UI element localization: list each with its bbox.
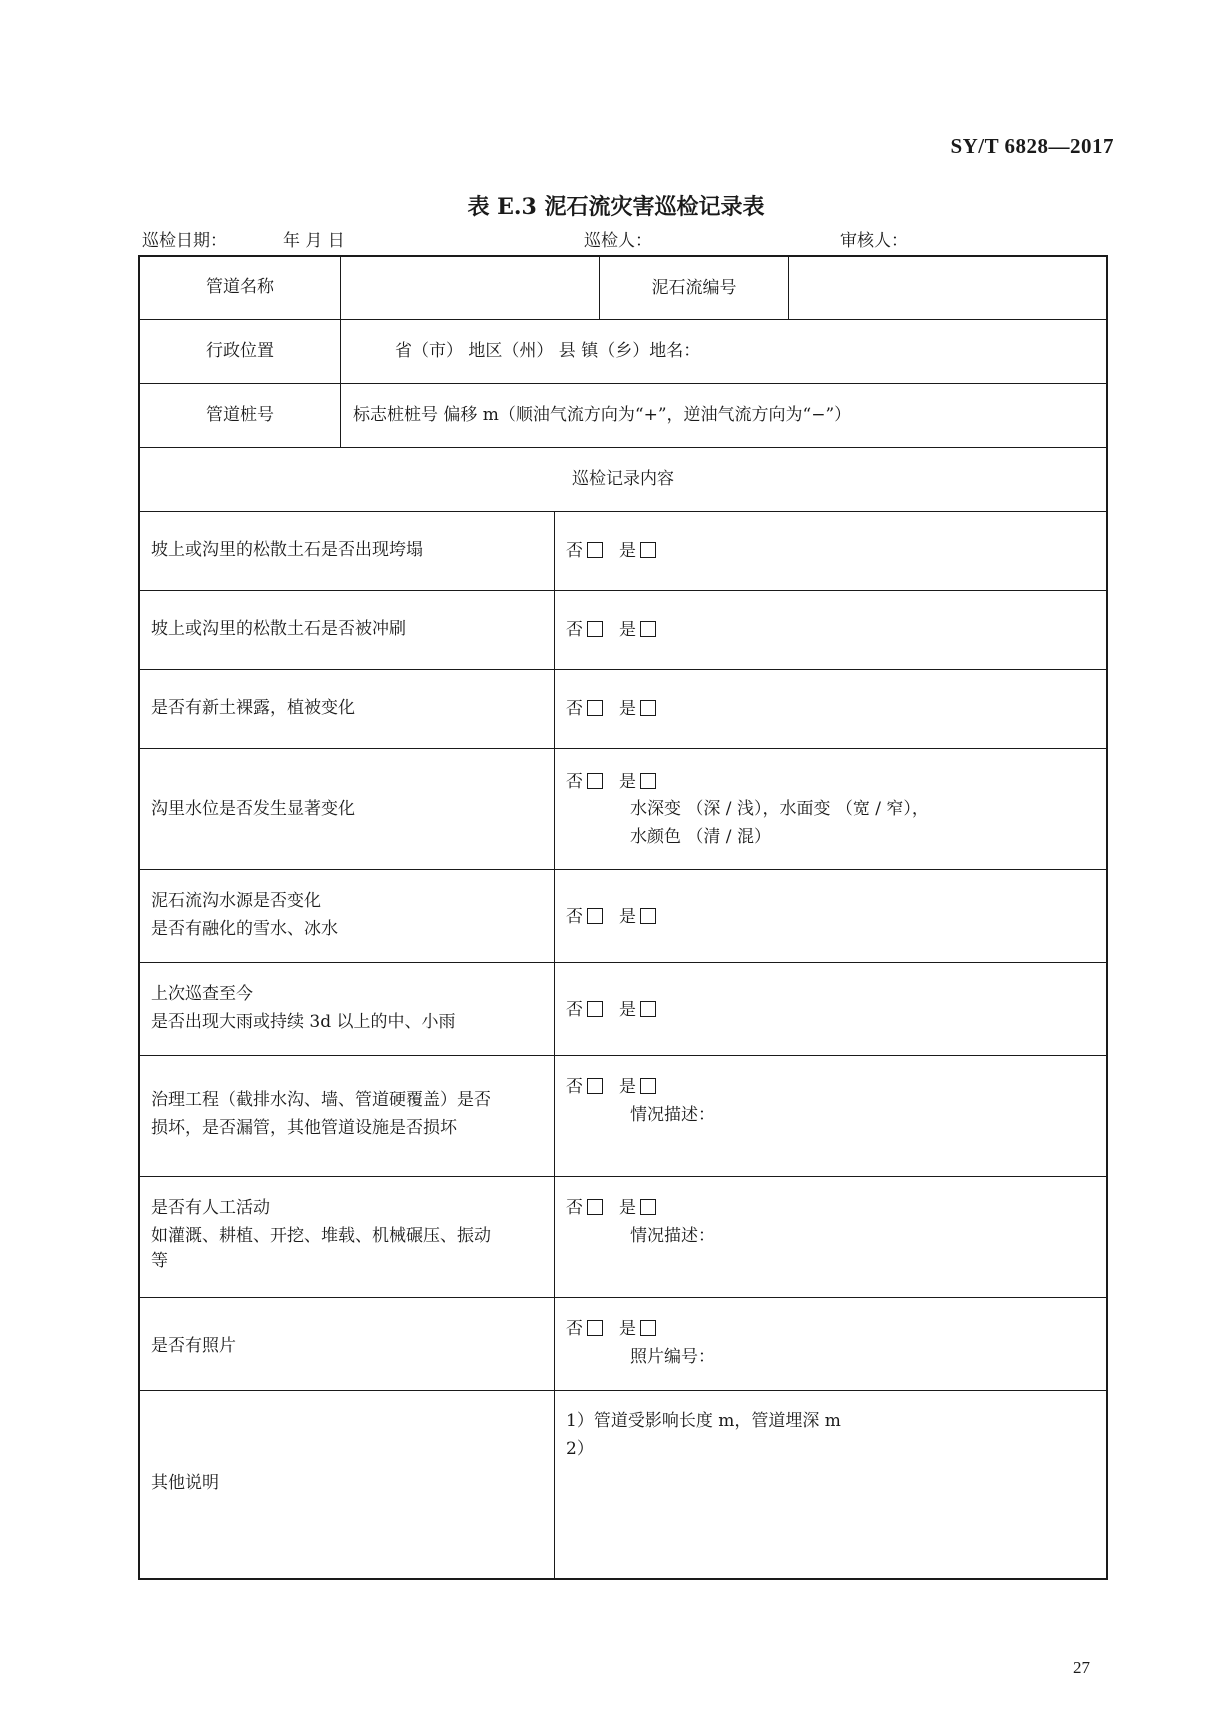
question-text: 是否有人工活动 [151, 1198, 270, 1218]
situation-description-label: 情况描述： [630, 1105, 715, 1125]
no-option-label: 否 [566, 907, 583, 927]
answer-options [566, 616, 672, 644]
yes-option-label: 是 [619, 1198, 636, 1218]
question-text: 是否有新土裸露，植被变化 [151, 698, 355, 718]
no-checkbox[interactable] [587, 773, 603, 789]
yes-checkbox[interactable] [640, 621, 656, 637]
no-option-label: 否 [566, 1000, 583, 1020]
question-text: 坡上或沟里的松散土石是否出现垮塌 [151, 540, 423, 560]
other-notes-line-2: 2） [566, 1439, 594, 1459]
inspector-label: 巡检人： [584, 231, 652, 251]
inspection-date-fields: 年 月 日 [283, 231, 345, 251]
question-text: 沟里水位是否发生显著变化 [151, 799, 355, 819]
no-option-label: 否 [566, 699, 583, 719]
row-divider [140, 1390, 1106, 1391]
debris-flow-number-label: 泥石流编号 [651, 278, 737, 298]
inspection-form-table [138, 255, 1108, 1580]
yes-checkbox[interactable] [640, 542, 656, 558]
no-checkbox[interactable] [587, 542, 603, 558]
water-depth-surface-detail: 水深变 （深 / 浅），水面变 （宽 / 窄）， [630, 799, 929, 819]
yes-option-label: 是 [619, 1319, 636, 1339]
question-text: 泥石流沟水源是否变化 [151, 891, 321, 911]
answer-options [566, 1073, 672, 1101]
question-text: 是否出现大雨或持续 3d 以上的中、小雨 [151, 1012, 456, 1032]
column-divider [554, 511, 555, 1580]
row-divider [140, 590, 1106, 591]
yes-option-label: 是 [619, 1000, 636, 1020]
debris-flow-number-field[interactable] [794, 261, 1100, 315]
yes-option-label: 是 [619, 541, 636, 561]
answer-options [566, 537, 672, 565]
answer-options [566, 903, 672, 931]
no-checkbox[interactable] [587, 621, 603, 637]
section-title: 巡检记录内容 [572, 469, 674, 489]
other-notes-label: 其他说明 [151, 1473, 219, 1493]
affected-length-burial-depth-line: 1）管道受影响长度 m，管道埋深 m [566, 1411, 841, 1431]
pile-number-label: 管道桩号 [206, 405, 274, 425]
page-number: 27 [1073, 1658, 1090, 1677]
row-divider [140, 383, 1106, 384]
no-checkbox[interactable] [587, 700, 603, 716]
inspection-date-label: 巡检日期： [142, 231, 227, 251]
row-divider [140, 319, 1106, 320]
no-checkbox[interactable] [587, 1199, 603, 1215]
no-option-label: 否 [566, 1198, 583, 1218]
yes-option-label: 是 [619, 772, 636, 792]
question-text: 等 [151, 1251, 168, 1271]
row-divider [140, 1297, 1106, 1298]
question-text: 上次巡查至今 [151, 984, 253, 1004]
answer-options [566, 1194, 672, 1222]
yes-checkbox[interactable] [640, 1199, 656, 1215]
situation-description-label: 情况描述： [630, 1226, 715, 1246]
no-option-label: 否 [566, 620, 583, 640]
yes-checkbox[interactable] [640, 1001, 656, 1017]
row-divider [140, 962, 1106, 963]
standard-code: SY/T 6828—2017 [950, 134, 1114, 158]
admin-location-value: 省（市） 地区（州） 县 镇（乡）地名： [395, 341, 701, 361]
table-title: 表 E.3 泥石流灾害巡检记录表 [467, 194, 765, 220]
yes-option-label: 是 [619, 1077, 636, 1097]
no-option-label: 否 [566, 772, 583, 792]
answer-options [566, 695, 672, 723]
yes-option-label: 是 [619, 620, 636, 640]
question-text: 如灌溉、耕植、开挖、堆载、机械碾压、振动 [151, 1226, 491, 1246]
yes-checkbox[interactable] [640, 773, 656, 789]
photo-number-label: 照片编号： [630, 1347, 715, 1367]
question-text: 是否有照片 [151, 1336, 236, 1356]
no-checkbox[interactable] [587, 1078, 603, 1094]
no-option-label: 否 [566, 1077, 583, 1097]
question-text: 损坏，是否漏管，其他管道设施是否损坏 [151, 1118, 457, 1138]
yes-option-label: 是 [619, 907, 636, 927]
row-divider [140, 669, 1106, 670]
question-text: 坡上或沟里的松散土石是否被冲刷 [151, 619, 406, 639]
row-divider [140, 748, 1106, 749]
water-color-detail: 水颜色 （清 / 混） [630, 827, 771, 847]
no-option-label: 否 [566, 1319, 583, 1339]
column-divider [340, 257, 341, 447]
row-divider [140, 869, 1106, 870]
answer-options [566, 768, 672, 796]
no-checkbox[interactable] [587, 908, 603, 924]
pipeline-name-label: 管道名称 [206, 277, 274, 297]
question-text: 治理工程（截排水沟、墙、管道硬覆盖）是否 [151, 1090, 491, 1110]
answer-options [566, 1315, 672, 1343]
row-divider [140, 511, 1106, 512]
no-option-label: 否 [566, 541, 583, 561]
answer-options [566, 996, 672, 1024]
yes-checkbox[interactable] [640, 1078, 656, 1094]
question-text: 是否有融化的雪水、冰水 [151, 919, 338, 939]
row-divider [140, 1176, 1106, 1177]
yes-option-label: 是 [619, 699, 636, 719]
admin-location-label: 行政位置 [206, 341, 274, 361]
row-divider [140, 1055, 1106, 1056]
reviewer-label: 审核人： [840, 231, 908, 251]
pile-number-value: 标志桩桩号 偏移 m（顺油气流方向为“+”，逆油气流方向为“−”） [353, 405, 852, 425]
no-checkbox[interactable] [587, 1320, 603, 1336]
yes-checkbox[interactable] [640, 908, 656, 924]
no-checkbox[interactable] [587, 1001, 603, 1017]
yes-checkbox[interactable] [640, 700, 656, 716]
column-divider [788, 257, 789, 319]
pipeline-name-field[interactable] [344, 261, 594, 315]
yes-checkbox[interactable] [640, 1320, 656, 1336]
row-divider [140, 447, 1106, 448]
